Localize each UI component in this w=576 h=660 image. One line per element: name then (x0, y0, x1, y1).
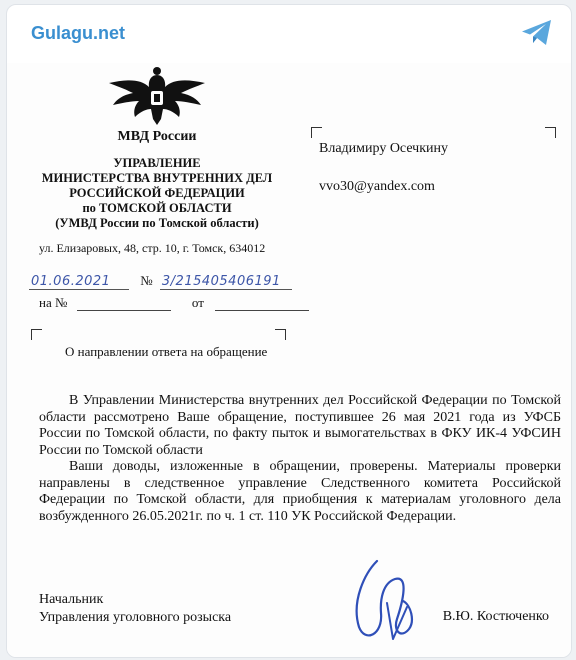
recipient-email: vvo30@yandex.com (319, 179, 435, 194)
corner-bracket (275, 329, 286, 340)
ref-number-blank (77, 298, 171, 311)
telegram-post-card (6, 4, 572, 658)
org-line: (УМВД России по Томской области) (55, 216, 259, 230)
double-headed-eagle-emblem (105, 65, 209, 127)
org-line: по ТОМСКОЙ ОБЛАСТИ (82, 201, 232, 215)
signatory-title (39, 591, 231, 627)
signatory-title-line: Начальник (39, 592, 104, 607)
registration-date: 01.06.2021 (29, 274, 129, 290)
from-label: от (191, 295, 204, 310)
handwritten-signature (337, 543, 447, 653)
reference-line (39, 295, 309, 311)
channel-name[interactable]: Gulagu.net (31, 23, 125, 43)
sender-address: ул. Елизаровых, 48, стр. 10, г. Томск, 634012 (39, 241, 266, 255)
telegram-icon[interactable] (521, 19, 553, 47)
signatory-title-line: Управления уголовного розыска (39, 610, 232, 625)
body-paragraph: Ваши доводы, изложенные в обращении, проверены. Материалы проверки направлены в следственное управление Следственного комитета Российской Федерации по Томской области, для приобщения к материалам уголовного дела возбужденного 26.05.2021г. по ч. 1 ст. 110 УК Российской Федерации. (39, 459, 561, 524)
registration-number: 3/215405406191 (160, 274, 292, 290)
org-line: РОССИЙСКОЙ ФЕДЕРАЦИИ (69, 186, 245, 200)
letter-body (39, 393, 561, 525)
ref-label: на № (39, 295, 68, 310)
org-line: МИНИСТЕРСТВА ВНУТРЕННИХ ДЕЛ (41, 171, 273, 185)
signer-name: В.Ю. Костюченко (442, 609, 549, 624)
recipient-name: Владимиру Осечкину (319, 141, 449, 156)
number-sign: № (140, 273, 153, 288)
ministry-name: МВД России (117, 129, 197, 144)
letter-subject: О направлении ответа на обращение (65, 344, 268, 359)
corner-bracket (311, 127, 322, 138)
letterhead (25, 63, 289, 231)
corner-bracket (545, 127, 556, 138)
ref-date-blank (215, 298, 309, 311)
body-paragraph: В Управлении Министерства внутренних дел Российской Федерации по Томской области рассмотрено Ваше обращение, поступившее 26 мая 2021 года из УФСБ России по Томской области, по факту пыток и вымогательствах в ФКУ ИК-4 УФСИН России по Томской области (39, 393, 561, 458)
registration-line (29, 273, 292, 290)
scanned-letter (7, 63, 571, 657)
org-line: УПРАВЛЕНИЕ (113, 156, 201, 170)
corner-bracket (31, 329, 42, 340)
